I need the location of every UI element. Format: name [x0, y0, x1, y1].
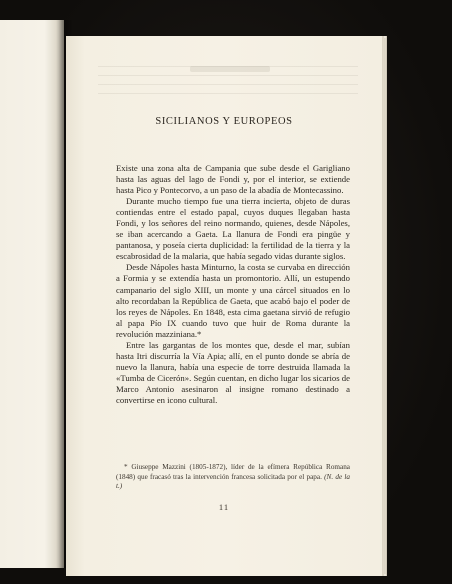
paragraph-4: Entre las gargantas de los montes que, desde el mar, subían hasta Itri discurría la Vía Apia; allí, en el punto donde se abría de nuevo la llanura, había una especie de torre destruida llamada la «Tumba de Cicerón». Según cuentan, en dicho lugar los sicarios de Marco Antonio asesinaron al insigne romano destinado a convertirse en icono cultural. [116, 339, 350, 405]
show-through-text [98, 58, 358, 94]
facing-page-edge [0, 20, 64, 568]
page-number: 11 [218, 502, 230, 512]
paragraph-1: Existe una zona alta de Campania que sube desde el Garigliano hasta las aguas del lago de Fondi y, por el interior, se extiende hasta Pico y Pontecorvo, a un paso de la abadía de Montecassino. [116, 163, 350, 196]
translator-note-tag: (N. de la t.) [116, 472, 350, 491]
footnote-text: * Giuseppe Mazzini (1805-1872), líder de la efímera República Romana (1848) que fracasó tras la intervención francesa solicitada por el papa. [116, 463, 350, 481]
paragraph-2: Durante mucho tiempo fue una tierra incierta, objeto de duras contiendas entre el estado papal, cuyos duques llegaban hasta Fondi, y los señores del reino normando, quienes, desde Nápoles, se iban acercando a Gaeta. La llanura de Fondi era pingüe y pantanosa, y poseía cierta duplicidad: la fertilidad de la tierra y la escabrosidad de la malaria, que había segado vidas durante siglos. [116, 196, 350, 262]
page-stack-edges [382, 38, 386, 574]
footnote [116, 463, 350, 492]
show-through-running-head [190, 66, 270, 72]
chapter-title: SICILIANOS Y EUROPEOS [155, 116, 293, 127]
body-text [116, 163, 350, 406]
paragraph-3: Desde Nápoles hasta Minturno, la costa se curvaba en dirección a Formia y se extendía hasta un promontorio. Allí, un estupendo campanario del siglo XIII, un monte y una cárcel situados en lo alto recordaban la República de Gaeta, que acabó bajo el poder de los reyes de Nápoles. En 1848, esta cima gaetana sirvió de refugio al papa Pío IX cuando tuvo que huir de Roma durante la revolución mazziniana.* [116, 262, 350, 339]
